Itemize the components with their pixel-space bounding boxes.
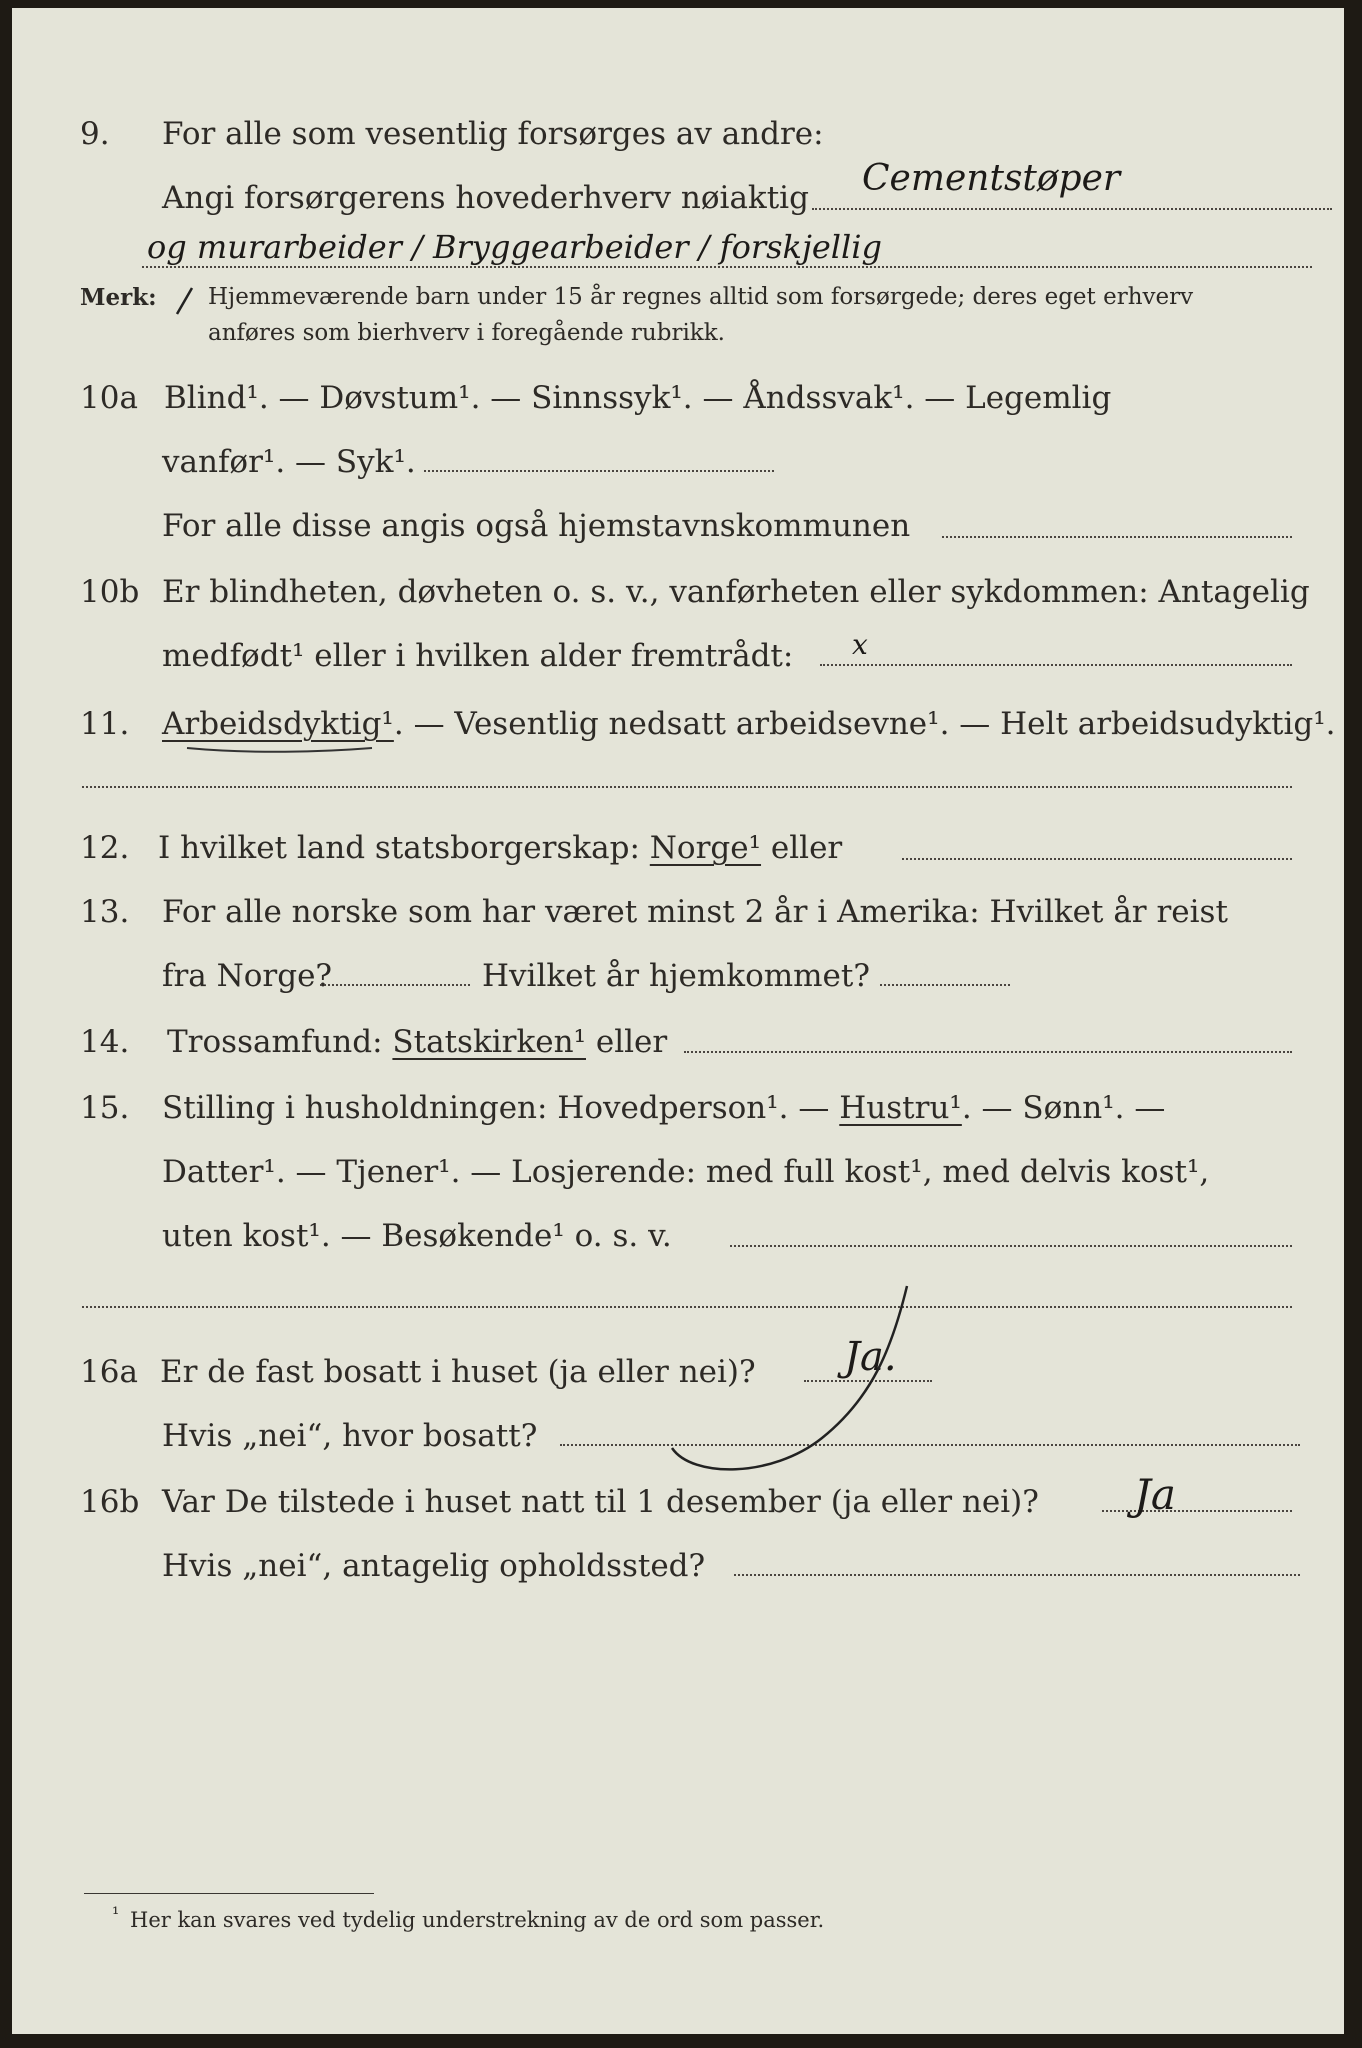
merk-slash-mark bbox=[177, 288, 192, 314]
q14-number: 14. bbox=[80, 1024, 130, 1060]
census-form-page bbox=[12, 8, 1344, 2034]
q9-number: 9. bbox=[80, 116, 110, 152]
q15-text-3: uten kost¹. — Besøkende¹ o. s. v. bbox=[162, 1218, 672, 1254]
q12-suffix: eller bbox=[770, 830, 843, 866]
q15-number: 15. bbox=[80, 1090, 130, 1126]
q13-text-1: For alle norske som har været minst 2 år i Amerika: Hvilket år reist bbox=[162, 894, 1228, 930]
q12-number: 12. bbox=[80, 830, 130, 866]
q13-text-2b: Hvilket år hjemkommet? bbox=[482, 958, 870, 994]
q10a-text-1: Blind¹. — Døvstum¹. — Sinnssyk¹. — Åndssvak¹. — Legemlig bbox=[164, 380, 1112, 416]
q9-text-1: For alle som vesentlig forsørges av andre: bbox=[162, 116, 824, 152]
footnote-mark: ¹ bbox=[112, 1904, 120, 1925]
q13-number: 13. bbox=[80, 894, 130, 930]
q16b-text-2: Hvis „nei“, antagelig opholdssted? bbox=[162, 1548, 706, 1584]
q14-prefix: Trossamfund: bbox=[167, 1024, 383, 1060]
footnote bbox=[112, 1904, 825, 1932]
merk-text-2: anføres som bierhverv i foregående rubrikk. bbox=[208, 320, 725, 346]
arbeidsdyktig-underline-stroke bbox=[187, 748, 372, 752]
q9-handwritten-answer-2: og murarbeider / Bryggearbeider / forskjellig bbox=[147, 228, 882, 266]
q14-option-statskirken[interactable]: Statskirken¹ bbox=[392, 1024, 586, 1060]
q10a-text-2: vanfør¹. — Syk¹. bbox=[162, 444, 416, 480]
q10a-number: 10a bbox=[80, 380, 138, 416]
q10a-text-3: For alle disse angis også hjemstavnskommunen bbox=[162, 508, 911, 544]
q13-text-2a: fra Norge? bbox=[162, 958, 333, 994]
q9-text-2: Angi forsørgerens hovederhverv nøiaktig bbox=[162, 180, 809, 216]
footnote-text: Her kan svares ved tydelig understrekning av de ord som passer. bbox=[130, 1908, 825, 1932]
q15-text-2: Datter¹. — Tjener¹. — Losjerende: med full kost¹, med delvis kost¹, bbox=[162, 1154, 1210, 1190]
q10b-text-1: Er blindheten, døvheten o. s. v., vanførheten eller sykdommen: Antagelig bbox=[162, 574, 1310, 610]
q11-number: 11. bbox=[80, 706, 130, 742]
q10b-number: 10b bbox=[80, 574, 140, 610]
large-j-stroke bbox=[672, 1286, 907, 1469]
q16b-handwritten-answer: Ja bbox=[1134, 1470, 1176, 1519]
q15-text-1a: Stilling i husholdningen: Hovedperson¹. — bbox=[162, 1090, 830, 1126]
q16b-text-1: Var De tilstede i huset natt til 1 desember (ja eller nei)? bbox=[162, 1484, 1039, 1520]
handwriting-strokes bbox=[12, 8, 1344, 2034]
q10b-handwritten-answer: x bbox=[852, 628, 868, 661]
q11-option-arbeidsdyktig[interactable]: Arbeidsdyktig¹ bbox=[162, 706, 394, 742]
q16a-text-2: Hvis „nei“, hvor bosatt? bbox=[162, 1418, 538, 1454]
q16a-text-1: Er de fast bosatt i huset (ja eller nei)? bbox=[160, 1354, 756, 1390]
q16b-number: 16b bbox=[80, 1484, 140, 1520]
q12-prefix: I hvilket land statsborgerskap: bbox=[158, 830, 640, 866]
q12-option-norge[interactable]: Norge¹ bbox=[649, 830, 762, 866]
q11-options-rest: . — Vesentlig nedsatt arbeidsevne¹. — Helt arbeidsudyktig¹. bbox=[393, 706, 1336, 742]
q9-handwritten-answer-1: Cementstøper bbox=[862, 158, 1121, 199]
q10b-text-2: medfødt¹ eller i hvilken alder fremtrådt: bbox=[162, 638, 794, 674]
q15-text-1c: . — Sønn¹. — bbox=[961, 1090, 1166, 1126]
merk-text-1: Hjemmeværende barn under 15 år regnes alltid som forsørgede; deres eget erhverv bbox=[208, 284, 1194, 310]
q16a-number: 16a bbox=[80, 1354, 138, 1390]
q14-suffix: eller bbox=[595, 1024, 668, 1060]
q16a-handwritten-answer: Ja. bbox=[844, 1334, 897, 1380]
footnote-rule bbox=[84, 1893, 374, 1894]
q15-option-hustru[interactable]: Hustru¹ bbox=[839, 1090, 962, 1126]
merk-label: Merk: bbox=[80, 284, 157, 311]
